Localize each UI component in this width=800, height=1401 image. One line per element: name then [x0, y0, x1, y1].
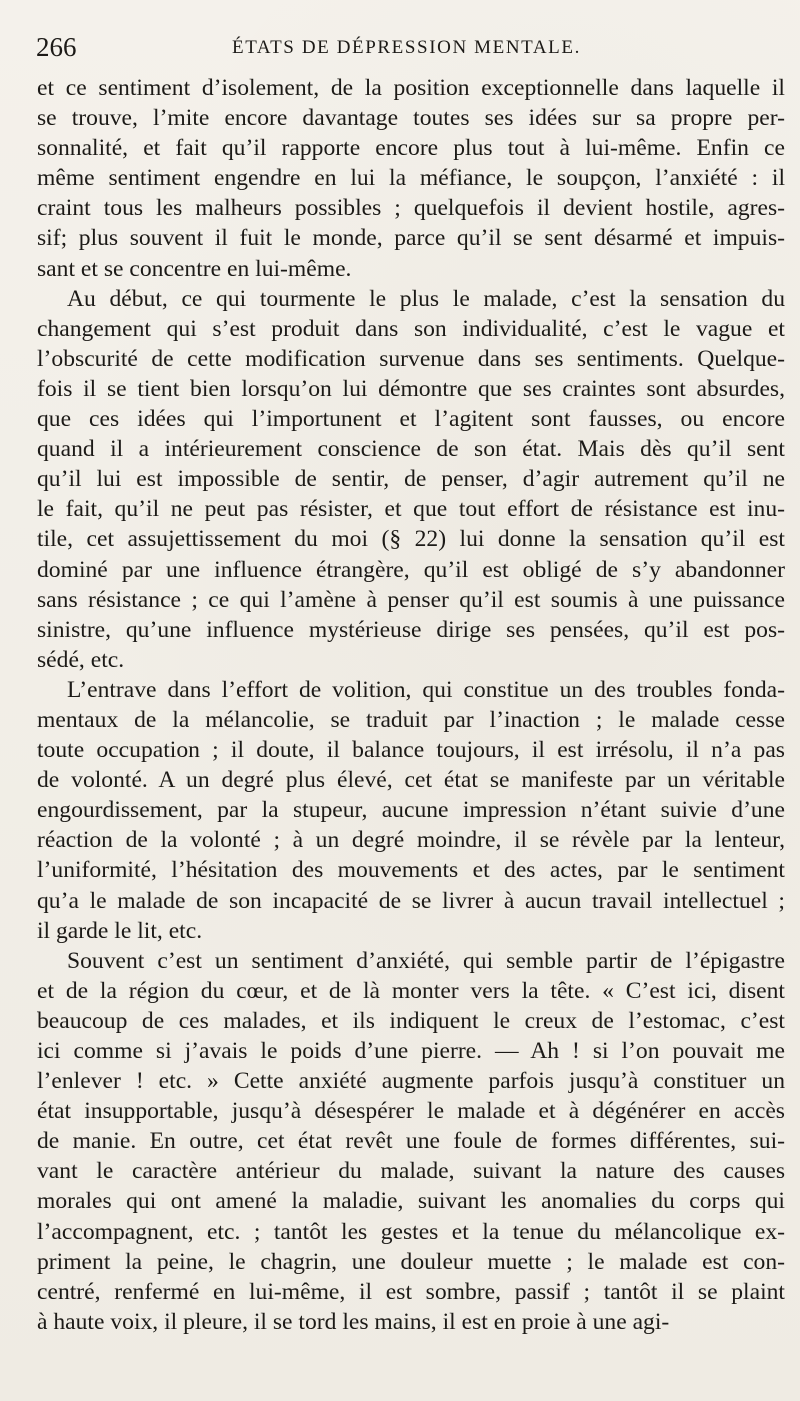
text-line: tile, cet assujettissement du moi (§ 22) lui donne la sensation qu’il est: [37, 526, 785, 553]
text-line: beaucoup de ces malades, et ils indiquent le creux de l’estomac, c’est: [37, 1007, 785, 1034]
text-line: se trouve, l’mite encore davantage toutes ses idées sur sa propre per-: [37, 105, 785, 132]
text-line: dominé par une influence étrangère, qu’il est obligé de s’y abandonner: [37, 556, 785, 583]
text-line: et ce sentiment d’isolement, de la position exceptionnelle dans laquelle il: [37, 75, 785, 101]
text-line: que ces idées qui l’importunent et l’agitent sont fausses, ou encore: [37, 406, 785, 433]
text-line: quand il a intérieurement conscience de son état. Mais dès qu’il sent: [37, 436, 785, 463]
text-line: mentaux de la mélancolie, se traduit par l’inaction ; le malade cesse: [37, 706, 785, 733]
text-line: de manie. En outre, cet état revêt une foule de formes différentes, sui-: [37, 1128, 785, 1155]
text-line: et de la région du cœur, et de là monter vers la tête. « C’est ici, disent: [37, 977, 785, 1004]
paragraph: [37, 946, 785, 1337]
text-line: l’uniformité, l’hésitation des mouvements et des actes, par le sentiment: [37, 857, 785, 884]
paragraph: [37, 675, 785, 946]
paragraph: [37, 284, 785, 675]
text-line: sant et se concentre en lui-même.: [37, 255, 352, 282]
text-line: fois il se tient bien lorsqu’on lui démontre que ses craintes sont absurdes,: [37, 375, 785, 402]
running-title: ÉTATS DE DÉPRESSION MENTALE.: [232, 37, 581, 58]
text-line: L’entrave dans l’effort de volition, qui constitue un des troubles fonda-: [67, 676, 785, 703]
text-line: l’accompagnent, etc. ; tantôt les gestes et la tenue du mélancolique ex-: [37, 1218, 785, 1245]
text-line: de volonté. A un degré plus élevé, cet état se manifeste par un véritable: [37, 767, 785, 794]
page-header: [36, 32, 786, 72]
body-text: [37, 73, 785, 1337]
text-line: qu’a le malade de son incapacité de se livrer à aucun travail intellectuel ;: [37, 887, 785, 914]
text-line: vant le caractère antérieur du malade, suivant la nature des causes: [37, 1158, 785, 1185]
text-line: craint tous les malheurs possibles ; quelquefois il devient hostile, agres-: [37, 195, 785, 222]
text-line: il garde le lit, etc.: [37, 917, 203, 944]
text-line: Souvent c’est un sentiment d’anxiété, qui semble partir de l’épigastre: [67, 947, 785, 974]
text-line: ici comme si j’avais le poids d’une pierre. — Ah ! si l’on pouvait me: [37, 1038, 785, 1064]
text-line: même sentiment engendre en lui la méfiance, le soupçon, l’anxiété : il: [37, 165, 785, 192]
text-line: à haute voix, il pleure, il se tord les mains, il est en proie à une agi-: [37, 1308, 670, 1335]
text-line: réaction de la volonté ; à un degré moindre, il se révèle par la lenteur,: [37, 827, 785, 854]
page-number: 266: [36, 32, 77, 62]
text-line: priment la peine, le chagrin, une douleur muette ; le malade est con-: [37, 1248, 785, 1275]
text-line: morales qui ont amené la maladie, suivant les anomalies du corps qui: [37, 1188, 785, 1215]
text-line: qu’il lui est impossible de sentir, de penser, d’agir autrement qu’il ne: [37, 466, 785, 493]
text-line: changement qui s’est produit dans son individualité, c’est le vague et: [37, 315, 785, 342]
text-line: sinistre, qu’une influence mystérieuse dirige ses pensées, qu’il est pos-: [37, 616, 785, 643]
text-line: engourdissement, par la stupeur, aucune impression n’étant suivie d’une: [37, 797, 785, 824]
text-line: l’enlever ! etc. » Cette anxiété augmente parfois jusqu’à constituer un: [37, 1068, 785, 1095]
text-line: sif; plus souvent il fuit le monde, parce qu’il se sent désarmé et impuis-: [37, 225, 785, 252]
text-line: l’obscurité de cette modification survenue dans ses sentiments. Quelque-: [37, 345, 785, 372]
text-line: sans résistance ; ce qui l’amène à penser qu’il est soumis à une puissance: [37, 586, 785, 613]
paragraph: [37, 73, 785, 284]
text-line: centré, renfermé en lui-même, il est sombre, passif ; tantôt il se plaint: [37, 1278, 785, 1305]
text-line: toute occupation ; il doute, il balance toujours, il est irrésolu, il n’a pas: [37, 737, 785, 764]
text-line: sédé, etc.: [37, 646, 125, 673]
text-line: état insupportable, jusqu’à désespérer le malade et à dégénérer en accès: [37, 1098, 785, 1125]
text-line: Au début, ce qui tourmente le plus le malade, c’est la sensation du: [67, 285, 785, 312]
text-line: sonnalité, et fait qu’il rapporte encore plus tout à lui-même. Enfin ce: [37, 135, 785, 162]
text-line: le fait, qu’il ne peut pas résister, et que tout effort de résistance est inu-: [37, 496, 785, 523]
